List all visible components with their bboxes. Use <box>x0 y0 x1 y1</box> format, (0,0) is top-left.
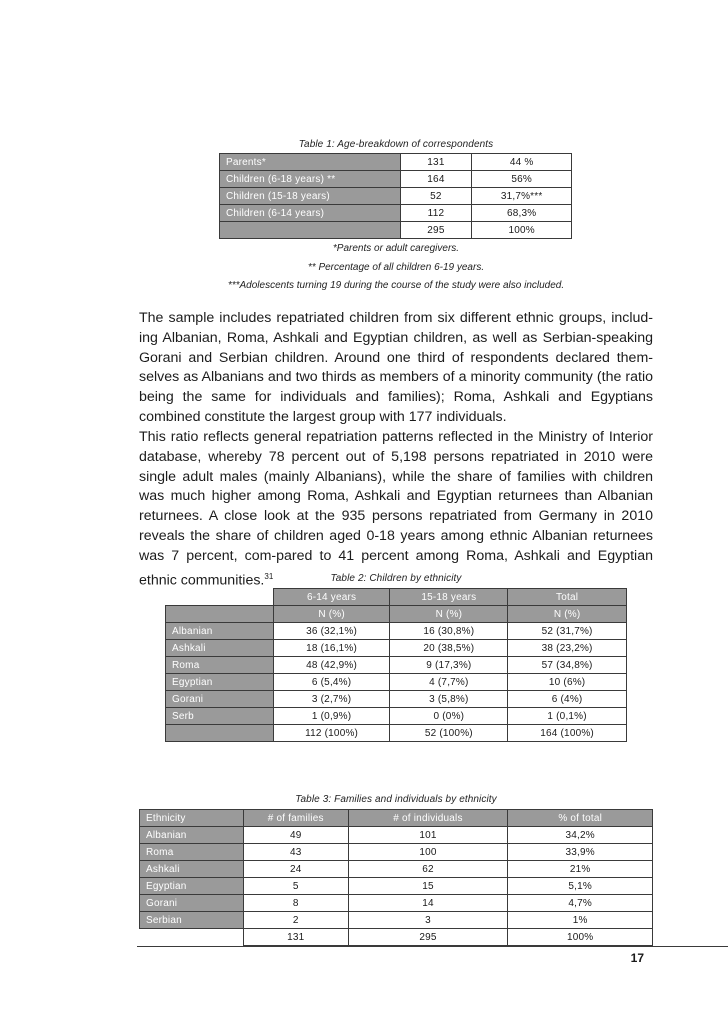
table3-cell: 15 <box>348 878 508 895</box>
table-row <box>166 708 627 725</box>
table1-n: 164 <box>400 171 472 188</box>
table1-label <box>220 222 401 239</box>
table2-total-cell: 164 (100%) <box>508 725 627 742</box>
body-paragraph-2-text: This ratio reflects general repatriation patterns reflected in the Ministry of Interior database, whereby 78 percent out of 5,198 persons repatriated in 2010 were single adult males (mainly Albanians), while the share of families with children was much higher among Roma, Ashkali and Egyptian returnees than Albanian returnees. A close look at the 935 persons repatriated from Germany in 2010 reveals the share of children aged 0-18 years among ethnic Albanian returnees was 7 percent, com-pared to 41 percent among Roma, Ashkali and Egyptian ethnic communities. <box>139 429 653 589</box>
table2-cell: 6 (5,4%) <box>273 674 390 691</box>
table2-cell: 1 (0,9%) <box>273 708 390 725</box>
table3-cell: 21% <box>508 861 653 878</box>
table-header-row <box>140 810 653 827</box>
table-subheader-row <box>166 606 627 623</box>
table-header-row <box>166 589 627 606</box>
table3-cell: 4,7% <box>508 895 653 912</box>
table-total-row <box>166 725 627 742</box>
table3-cell: 33,9% <box>508 844 653 861</box>
table1-pct: 100% <box>472 222 572 239</box>
table3-cell: 5 <box>243 878 348 895</box>
table-row <box>220 154 572 171</box>
table3-cell: 8 <box>243 895 348 912</box>
body-paragraph-2 <box>139 428 653 591</box>
table3-cell: 5,1% <box>508 878 653 895</box>
table2-header: Total <box>508 589 627 606</box>
table-row <box>166 640 627 657</box>
table2-cell: 9 (17,3%) <box>390 657 508 674</box>
table3-cell: 2 <box>243 912 348 929</box>
table1-n: 295 <box>400 222 472 239</box>
table1-caption: Table 1: Age-breakdown of correspondents <box>298 139 494 150</box>
table1-pct: 31,7%*** <box>472 188 572 205</box>
body-paragraph-1: The sample includes repatriated children from six different ethnic groups, includ-ing Albanian, Roma, Ashkali and Egyptian children, as well as Serbian-speaking Gorani and Serbian children. Around one third of respondents declared them-selves as Albanians and two thirds as members of a minority community (the ratio being the same for individuals and families); Roma, Ashkali and Egyptians combined constitute the largest group with 177 individuals. <box>139 310 653 425</box>
table-row <box>220 205 572 222</box>
table-row <box>140 844 653 861</box>
table1-note: ***Adolescents turning 19 during the course of the study were also included. <box>227 280 565 291</box>
table2-label: Gorani <box>166 691 274 708</box>
table1-label: Children (15-18 years) <box>220 188 401 205</box>
table1-pct: 44 % <box>472 154 572 171</box>
page-number: 17 <box>630 951 644 965</box>
table-row <box>140 861 653 878</box>
table3-label: Egyptian <box>140 878 244 895</box>
table2-cell: 52 (31,7%) <box>508 623 627 640</box>
table1-n: 52 <box>400 188 472 205</box>
table2-header: 15-18 years <box>390 589 508 606</box>
table3-header: # of families <box>243 810 348 827</box>
table2-cell: 18 (16,1%) <box>273 640 390 657</box>
table3-total-cell: 131 <box>243 929 348 946</box>
table3-cell: 34,2% <box>508 827 653 844</box>
table3-label: Albanian <box>140 827 244 844</box>
table-row <box>166 623 627 640</box>
table-row <box>140 912 653 929</box>
table3-caption: Table 3: Families and individuals by ethnicity <box>295 794 497 805</box>
footer-rule <box>137 946 728 947</box>
table2-label: Serb <box>166 708 274 725</box>
table-row <box>166 657 627 674</box>
table2-subheader: N (%) <box>273 606 390 623</box>
table-row <box>220 171 572 188</box>
table3-cell: 101 <box>348 827 508 844</box>
table2-cell: 36 (32,1%) <box>273 623 390 640</box>
table3-cell: 24 <box>243 861 348 878</box>
table3-label: Serbian <box>140 912 244 929</box>
table-row <box>220 222 572 239</box>
table1-label: Children (6-18 years) ** <box>220 171 401 188</box>
table1-note: *Parents or adult caregivers. <box>332 243 460 254</box>
table3-cell: 1% <box>508 912 653 929</box>
table2-label: Roma <box>166 657 274 674</box>
table2-subheader: N (%) <box>508 606 627 623</box>
table3-label: Ashkali <box>140 861 244 878</box>
table2-cell: 0 (0%) <box>390 708 508 725</box>
table2-cell: 20 (38,5%) <box>390 640 508 657</box>
table3-header: # of individuals <box>348 810 508 827</box>
table2-cell: 3 (2,7%) <box>273 691 390 708</box>
table3-cell: 14 <box>348 895 508 912</box>
table-row <box>220 188 572 205</box>
table1-label: Children (6-14 years) <box>220 205 401 222</box>
table-row <box>140 895 653 912</box>
table3-cell: 62 <box>348 861 508 878</box>
table-row <box>166 691 627 708</box>
table3 <box>139 809 653 946</box>
table-total-row <box>140 929 653 946</box>
table2-blank-cell <box>166 606 274 623</box>
table2-cell: 48 (42,9%) <box>273 657 390 674</box>
table1-label: Parents* <box>220 154 401 171</box>
table2-total-cell: 52 (100%) <box>390 725 508 742</box>
table3-cell: 49 <box>243 827 348 844</box>
table1-n: 131 <box>400 154 472 171</box>
table-row <box>166 674 627 691</box>
table1-note: ** Percentage of all children 6-19 years. <box>307 262 485 273</box>
table3-cell: 3 <box>348 912 508 929</box>
table2-label: Albanian <box>166 623 274 640</box>
table-row <box>140 878 653 895</box>
table3-total-cell: 100% <box>508 929 653 946</box>
footnote-ref: 31 <box>264 571 274 581</box>
table3-header: % of total <box>508 810 653 827</box>
table3-total-cell: 295 <box>348 929 508 946</box>
table1-n: 112 <box>400 205 472 222</box>
table1 <box>219 153 572 239</box>
table2-label: Egyptian <box>166 674 274 691</box>
table2-total-cell: 112 (100%) <box>273 725 390 742</box>
table2-cell: 3 (5,8%) <box>390 691 508 708</box>
table2 <box>165 588 627 742</box>
table2-cell: 57 (34,8%) <box>508 657 627 674</box>
table2-cell: 38 (23,2%) <box>508 640 627 657</box>
table2-cell: 6 (4%) <box>508 691 627 708</box>
table1-pct: 56% <box>472 171 572 188</box>
table3-cell: 100 <box>348 844 508 861</box>
table2-cell: 4 (7,7%) <box>390 674 508 691</box>
table2-header: 6-14 years <box>273 589 390 606</box>
table2-caption: Table 2: Children by ethnicity <box>330 573 462 584</box>
table2-cell: 10 (6%) <box>508 674 627 691</box>
table3-label: Gorani <box>140 895 244 912</box>
table3-label: Roma <box>140 844 244 861</box>
table2-blank-cell <box>166 725 274 742</box>
table3-header: Ethnicity <box>140 810 244 827</box>
table3-cell: 43 <box>243 844 348 861</box>
table2-label: Ashkali <box>166 640 274 657</box>
table2-cell: 16 (30,8%) <box>390 623 508 640</box>
table-row <box>140 827 653 844</box>
table2-subheader: N (%) <box>390 606 508 623</box>
table2-cell: 1 (0,1%) <box>508 708 627 725</box>
table1-pct: 68,3% <box>472 205 572 222</box>
